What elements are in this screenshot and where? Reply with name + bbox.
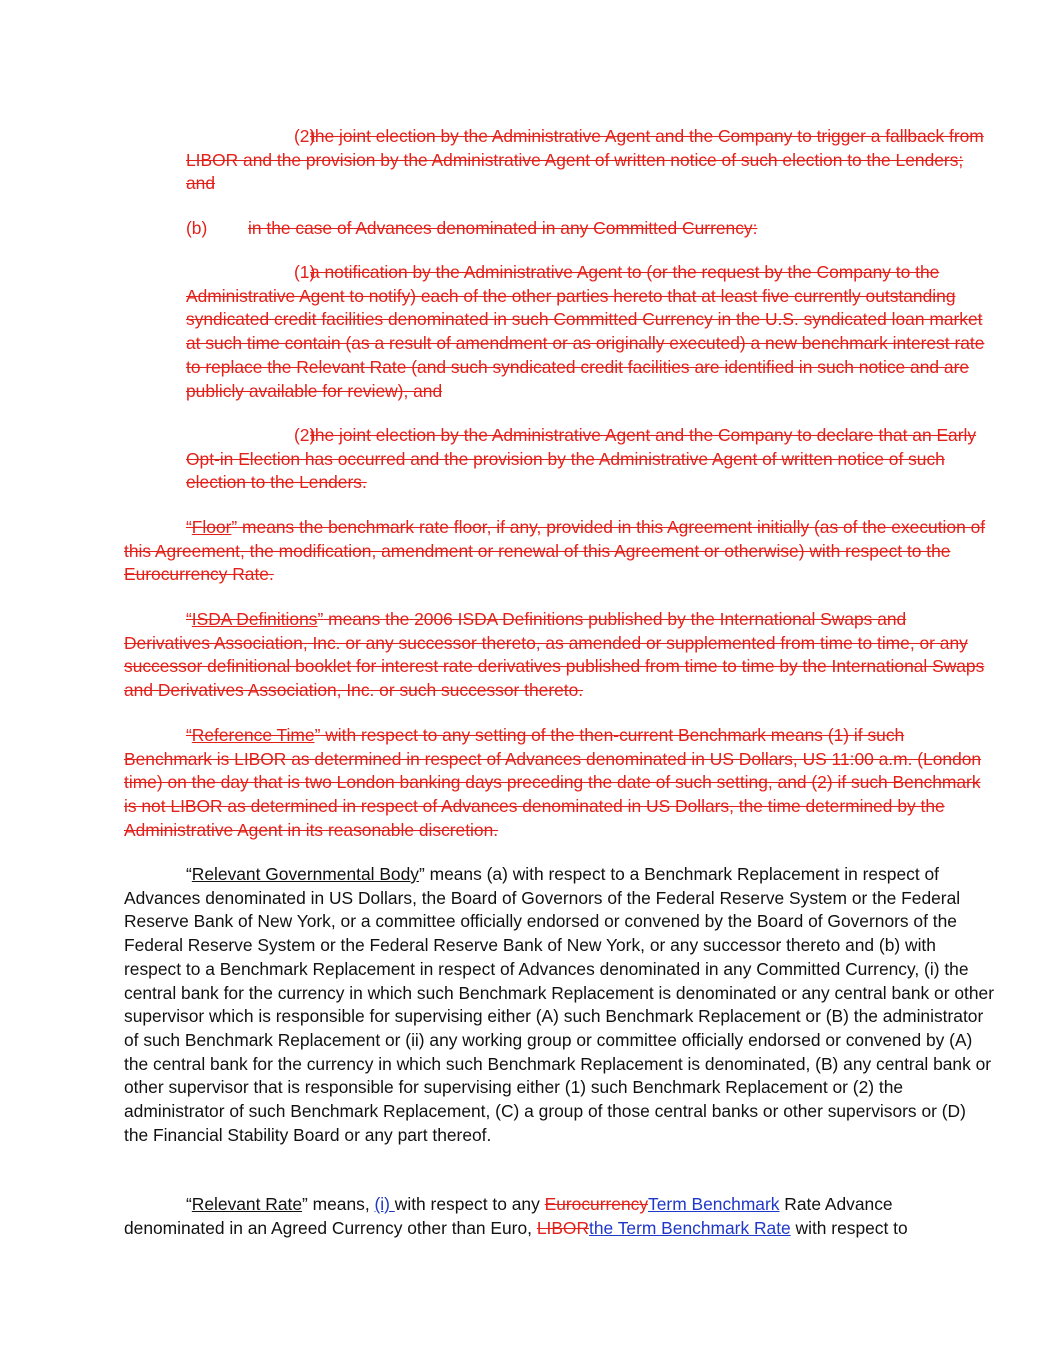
defined-term: Floor: [191, 517, 232, 537]
close-quote: ”: [314, 725, 321, 745]
inserted-text: the Term Benchmark Rate: [589, 1217, 791, 1238]
inserted-text: (i): [374, 1194, 395, 1214]
open-quote: “: [186, 517, 192, 537]
definition-text: means the benchmark rate floor, if any, provided in this Agreement initially (as of the execution of this Agreement, the modification, amendment or renewal of this Agreement or otherwise) with respect to the Eurocurrency Rate.: [124, 517, 986, 585]
close-quote: ”: [231, 517, 238, 537]
open-quote: “: [186, 725, 192, 745]
close-quote: ”: [317, 609, 324, 629]
defined-term: ISDA Definitions: [191, 609, 318, 629]
clause-text: the joint election by the Administrative Agent and the Company to trigger a fallback from LIBOR and the provision by the Administrative Agent of written notice of such election to the Lenders; and: [186, 126, 984, 194]
clause-text: in the case of Advances denominated in any Committed Currency:: [248, 218, 758, 238]
clause-text: a notification by the Administrative Agent to (or the request by the Company to the Administrative Agent to notify) each of the other parties hereto that at least five currently outstanding syndicated credit facilities denominated in such Committed Currency in the U.S. syndicated loan market at such time contain (as a result of amendment or as originally executed) a new benchmark interest rate to replace the Relevant Rate (and such syndicated credit facilities are identified in such notice and are publicly available for review), and: [186, 262, 985, 401]
deleted-text: Eurocurrency: [544, 1194, 649, 1214]
definition-text: means,: [307, 1194, 375, 1214]
clause-b: [186, 217, 986, 241]
definition-reference-time: [124, 724, 994, 843]
definition-text: with respect to any: [394, 1194, 545, 1214]
clause-b2: [186, 424, 994, 495]
definition-text: Rate Advance denominated in an Agreed Currency other than Euro,: [124, 1194, 893, 1238]
definition-text: means (a) with respect to a Benchmark Replacement in respect of Advances denominated in US Dollars, the Board of Governors of the Federal Reserve System or the Federal Reserve Bank of New York, or a committee officially endorsed or convened by the Board of Governors of the Federal Reserve System or the Federal Reserve Bank of New York, or any successor thereto and (b) with respect to a Benchmark Replacement in respect of Advances denominated in any Committed Currency, (i) the central bank for the currency in which such Benchmark Replacement is denominated or any central bank or other supervisor which is responsible for supervising either (A) such Benchmark Replacement or (B) the administrator of such Benchmark Replacement or (ii) any working group or committee officially endorsed or convened by (A) the central bank for the currency in which such Benchmark Replacement is denominated, (B) any central bank or other supervisor that is responsible for supervising either (1) such Benchmark Replacement or (2) the administrator of such Benchmark Replacement, (C) a group of those central banks or other supervisors or (D) the Financial Stability Board or any part thereof.: [124, 864, 994, 1145]
definition-relevant-rate: [124, 1193, 994, 1240]
clause-number: (1): [294, 262, 316, 282]
definition-floor: [124, 516, 992, 587]
definition-relevant-governmental-body: [124, 863, 994, 1147]
clause-b1: [186, 261, 994, 403]
clause-text: the joint election by the Administrative Agent and the Company to declare that an Early Opt-in Election has occurred and the provision by the Administrative Agent of written notice of such election to the Lenders.: [186, 425, 977, 493]
open-quote: “: [186, 609, 192, 629]
definition-text: with respect to: [790, 1217, 908, 1238]
clause-number: (2): [294, 425, 316, 445]
deleted-text: LIBOR: [536, 1217, 590, 1238]
close-quote: ”: [418, 864, 425, 884]
defined-term: Relevant Governmental Body: [191, 864, 419, 884]
inserted-text: Term Benchmark: [648, 1194, 780, 1214]
definition-isda: [124, 608, 994, 703]
defined-term: Relevant Rate: [191, 1194, 302, 1214]
definition-text: means the 2006 ISDA Definitions published by the International Swaps and Derivatives Association, Inc. or any successor thereto, as amended or supplemented from time to time, or any successor definitional booklet for interest rate derivatives published from time to time by the International Swaps and Derivatives Association, Inc. or such successor thereto.: [124, 609, 985, 701]
clause-a2: [186, 125, 986, 196]
open-quote: “: [186, 864, 192, 884]
clause-number: (2): [294, 126, 316, 146]
defined-term: Reference Time: [191, 725, 315, 745]
clause-number: (b): [186, 218, 208, 238]
definition-text: with respect to any setting of the then-current Benchmark means (1) if such Benchmark is LIBOR as determined in respect of Advances denominated in US Dollars, US 11:00 a.m. (London time) on the day that is two London banking days preceding the date of such setting, and (2) if such Benchmark is not LIBOR as determined in respect of Advances denominated in US Dollars, the time determined by the Administrative Agent in its reasonable discretion.: [124, 725, 982, 840]
open-quote: “: [186, 1194, 192, 1214]
close-quote: ”: [302, 1194, 308, 1214]
